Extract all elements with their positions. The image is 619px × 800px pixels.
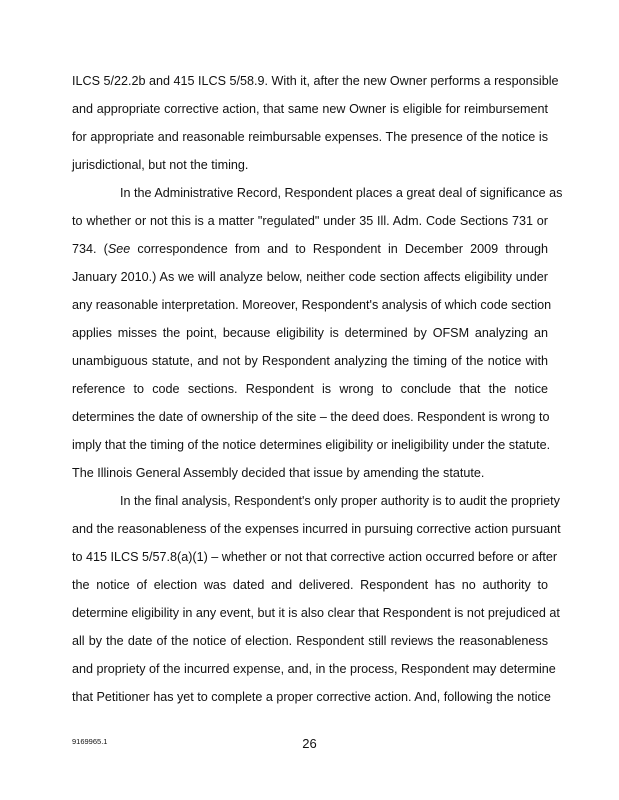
text-line: jurisdictional, but not the timing. bbox=[72, 158, 249, 172]
text-line: and propriety of the incurred expense, and, in the process, Respondent may determine bbox=[72, 662, 556, 676]
text-line: In the Administrative Record, Respondent places a great deal of significance as bbox=[120, 186, 563, 200]
text-line: In the final analysis, Respondent's only proper authority is to audit the propriety bbox=[120, 494, 560, 508]
text-line: applies misses the point, because eligibility is determined by OFSM analyzing an bbox=[72, 326, 548, 340]
text-line: that Petitioner has yet to complete a proper corrective action. And, following the notice bbox=[72, 690, 551, 704]
text-line: The Illinois General Assembly decided that issue by amending the statute. bbox=[72, 466, 485, 480]
text-line: any reasonable interpretation. Moreover, Respondent's analysis of which code section bbox=[72, 298, 552, 312]
text-line: reference to code sections. Respondent is wrong to conclude that the notice bbox=[72, 382, 548, 396]
document-id: 9169965.1 bbox=[72, 737, 108, 746]
text-line: unambiguous statute, and not by Respondent analyzing the timing of the notice with bbox=[72, 354, 548, 368]
text-line: and the reasonableness of the expenses incurred in pursuing corrective action pursuant bbox=[72, 522, 561, 536]
text-line: for appropriate and reasonable reimbursable expenses. The presence of the notice is bbox=[72, 130, 548, 144]
text-line: ILCS 5/22.2b and 415 ILCS 5/58.9. With it, after the new Owner performs a responsible bbox=[72, 74, 559, 88]
document-body bbox=[72, 71, 563, 715]
text-line: all by the date of the notice of election. Respondent still reviews the reasonableness bbox=[72, 634, 548, 648]
text-line: imply that the timing of the notice determines eligibility or ineligibility under the statute. bbox=[72, 438, 551, 452]
text-line: determine eligibility in any event, but it is also clear that Respondent is not prejudiced at bbox=[72, 606, 560, 620]
text-line: determines the date of ownership of the site – the deed does. Respondent is wrong to bbox=[72, 410, 550, 424]
text-line: January 2010.) As we will analyze below, neither code section affects eligibility under bbox=[72, 270, 548, 284]
text-line: and appropriate corrective action, that same new Owner is eligible for reimbursement bbox=[72, 102, 548, 116]
text-line: 734. (See correspondence from and to Respondent in December 2009 through bbox=[72, 242, 548, 256]
text-line: the notice of election was dated and delivered. Respondent has no authority to bbox=[72, 578, 548, 592]
text-line: to 415 ILCS 5/57.8(a)(1) – whether or not that corrective action occurred before or after bbox=[72, 550, 558, 564]
page-number: 26 bbox=[302, 736, 317, 751]
text-line: to whether or not this is a matter "regulated" under 35 Ill. Adm. Code Sections 731 or bbox=[72, 214, 548, 228]
citation-signal: See bbox=[107, 242, 131, 256]
